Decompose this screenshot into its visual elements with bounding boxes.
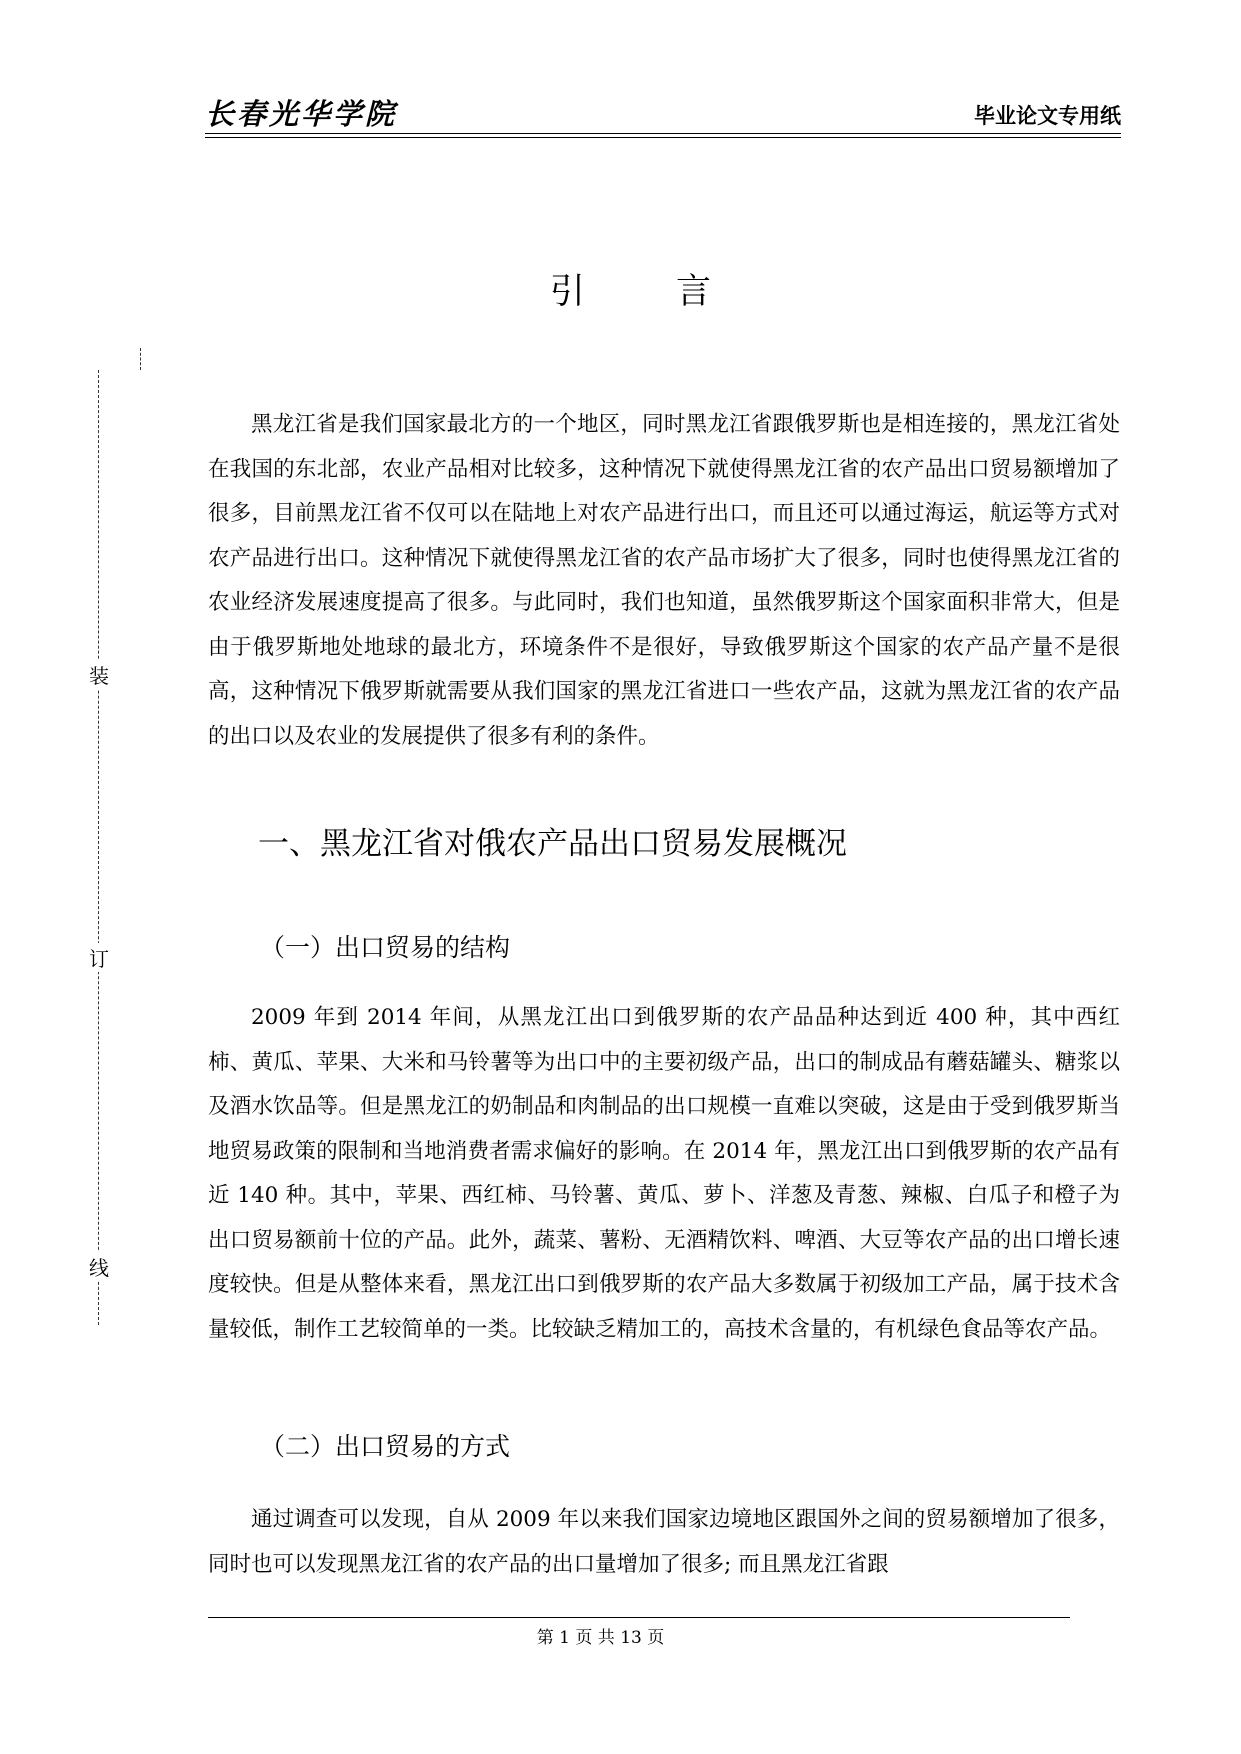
binding-char-zhuang: 装	[89, 660, 109, 689]
subsection1-paragraph: 2009 年到 2014 年间，从黑龙江出口到俄罗斯的农产品品种达到近 400 种，其中西红柿、黄瓜、苹果、大米和马铃薯等为出口中的主要初级产品，出口的制成品有蘑菇罐头、糖浆以及酒水饮品等。但是黑龙江的奶制品和肉制品的出口规模一直难以突破，这是由于受到俄罗斯当地贸易政策的限制和当地消费者需求偏好的影响。在 2014 年，黑龙江出口到俄罗斯的农产品有近 140 种。其中，苹果、西红柿、马铃薯、黄瓜、萝卜、洋葱及青葱、辣椒、白瓜子和橙子为出口贸易额前十位的产品。此外，蔬菜、薯粉、无酒精饮料、啤酒、大豆等农产品的出口增长速度较快。但是从整体来看，黑龙江出口到俄罗斯的农产品大多数属于初级加工产品，属于技术含量较低，制作工艺较简单的一类。比较缺乏精加工的，高技术含量的，有机绿色食品等农产品。	[208, 1005, 1120, 1342]
intro-paragraph: 黑龙江省是我们国家最北方的一个地区，同时黑龙江省跟俄罗斯也是相连接的，黑龙江省处在我国的东北部，农业产品相对比较多，这种情况下就使得黑龙江省的农产品出口贸易额增加了很多，目前黑龙江省不仅可以在陆地上对农产品进行出口，而且还可以通过海运，航运等方式对农产品进行出口。这种情况下就使得黑龙江省的农产品市场扩大了很多，同时也使得黑龙江省的农业经济发展速度提高了很多。与此同时，我们也知道，虽然俄罗斯这个国家面积非常大，但是由于俄罗斯地处地球的最北方，环境条件不是很好，导致俄罗斯这个国家的农产品产量不是很高，这种情况下俄罗斯就需要从我们国家的黑龙江省进口一些农产品，这就为黑龙江省的农产品的出口以及农业的发展提供了很多有利的条件。	[208, 412, 1120, 749]
binding-dash-short	[140, 348, 141, 370]
header-school-name: 长春光华学院	[205, 97, 398, 131]
subsection2-paragraph: 通过调查可以发现，自从 2009 年以来我们国家边境地区跟国外之间的贸易额增加了很多，同时也可以发现黑龙江省的农产品的出口量增加了很多; 而且黑龙江省跟	[208, 1507, 1120, 1577]
binding-char-ding: 订	[89, 943, 109, 972]
binding-char-xian: 线	[89, 1252, 109, 1281]
binding-dash-line	[98, 370, 99, 1325]
section1-heading: 一、黑龙江省对俄农产品出口贸易发展概况	[258, 826, 847, 862]
footer-rule	[208, 1617, 1070, 1618]
subsection1-heading: （一）出口贸易的结构	[260, 933, 511, 962]
page-title: 引 言	[549, 272, 752, 312]
header-paper-type: 毕业论文专用纸	[974, 104, 1121, 128]
header-rule-thick	[205, 133, 1121, 134]
subsection2-heading: （二）出口贸易的方式	[260, 1432, 511, 1461]
page-number: 第 1 页 共 13 页	[536, 1628, 665, 1648]
header-rule-thin	[205, 137, 1121, 138]
